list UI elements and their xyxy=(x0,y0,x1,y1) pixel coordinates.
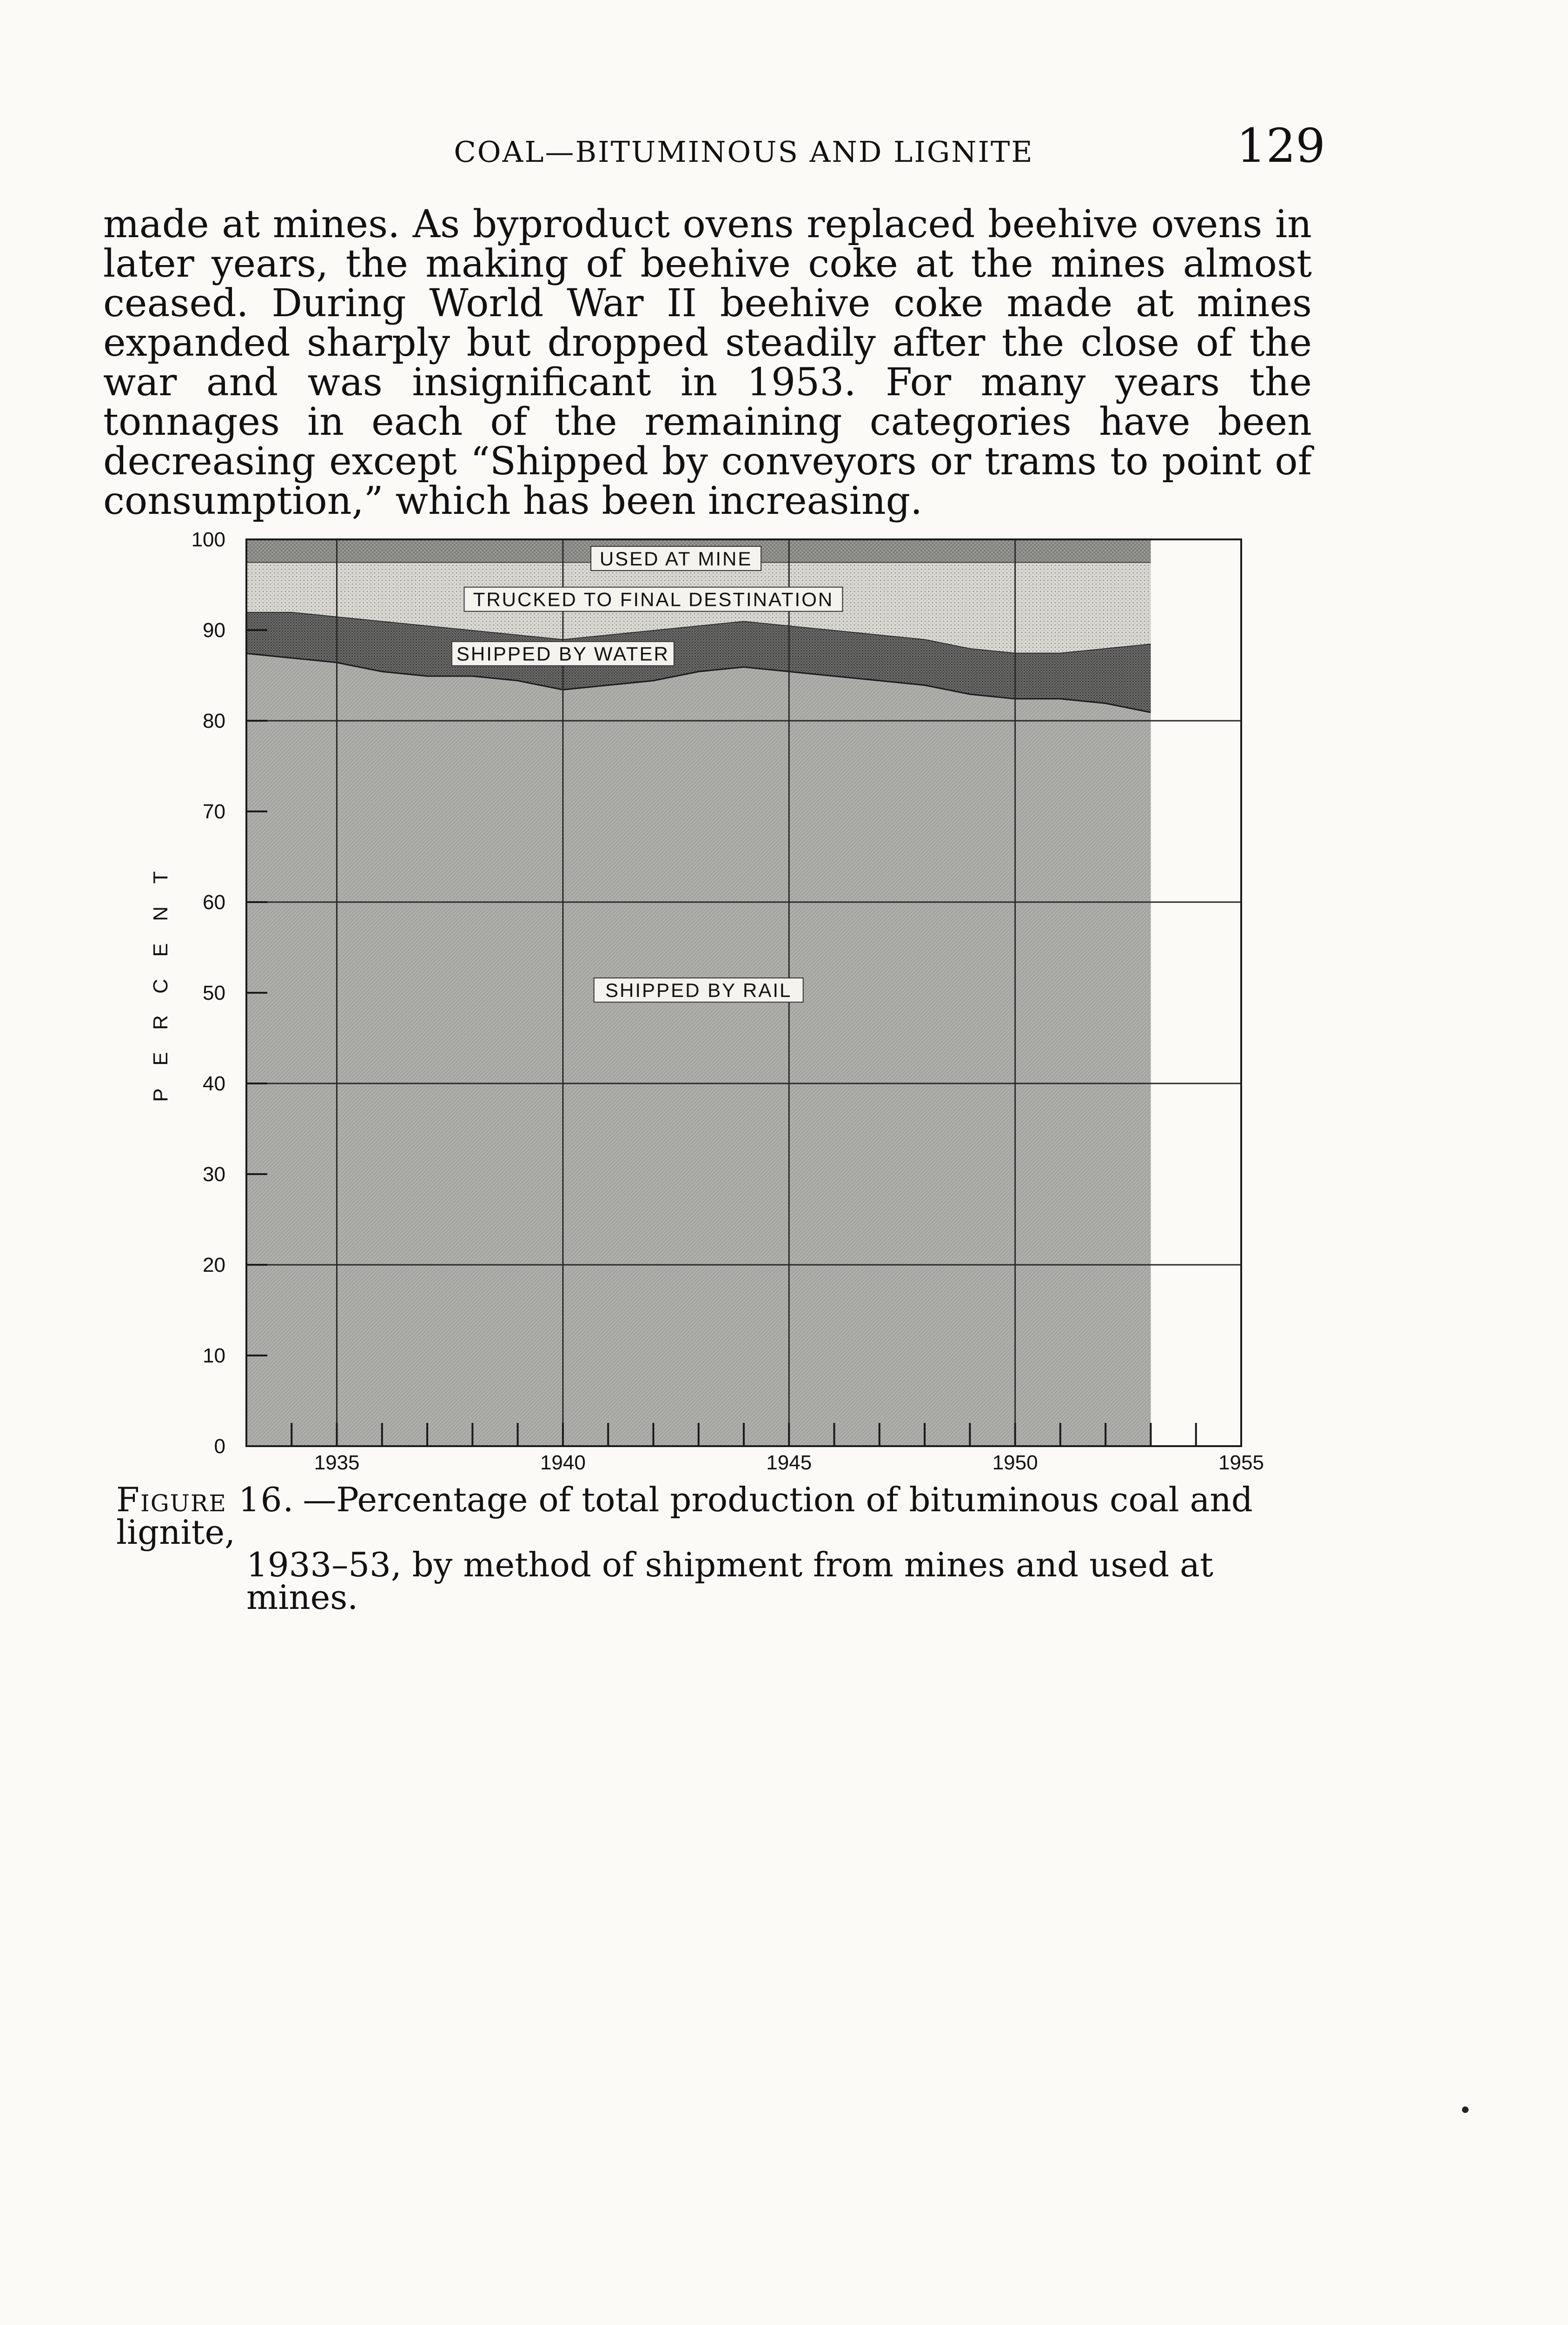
y-tick-label: 20 xyxy=(203,1254,225,1276)
caption-text-line2: 1933–53, by method of shipment from mines and used at mines. xyxy=(246,1545,1213,1617)
y-axis-label-letter: P xyxy=(149,1088,172,1102)
y-axis-label-letter: R xyxy=(149,1015,172,1030)
body-paragraph: made at mines. As byproduct ovens replaced beehive ovens in later years, the making of beehive coke at the mines almost ceased. During World War II beehive coke made at mines expanded sharply but dropped steadily after the close of the war and was insignificant in 1953. For many years the tonnages in each of the remaining categories have been decreasing except “Shipped by conveyors or trams to point of consumption,” which has been increasing. xyxy=(103,202,1312,523)
series-label: SHIPPED BY RAIL xyxy=(605,979,792,1002)
caption-text: —Percentage of total production of bituminous coal and lignite, xyxy=(116,1480,1253,1552)
caption-label: Figure 16. xyxy=(116,1480,295,1519)
y-tick-label: 80 xyxy=(203,710,225,732)
figure-caption xyxy=(116,1480,1325,1617)
y-tick-label: 30 xyxy=(203,1163,225,1186)
y-tick-label: 60 xyxy=(203,891,225,914)
y-tick-label: 50 xyxy=(203,982,225,1004)
y-tick-label: 40 xyxy=(203,1072,225,1095)
y-axis-label xyxy=(149,871,172,1102)
series-label: USED AT MINE xyxy=(599,547,753,570)
x-tick-label: 1945 xyxy=(766,1451,812,1474)
y-axis-label-letter: E xyxy=(149,943,172,957)
figure-16 xyxy=(139,516,1302,1474)
y-tick-label: 100 xyxy=(191,528,225,551)
print-speck xyxy=(1462,2106,1469,2113)
y-tick-label: 90 xyxy=(203,619,225,642)
y-axis-label-letter: C xyxy=(149,979,172,994)
x-tick-label: 1955 xyxy=(1218,1451,1264,1474)
y-tick-label: 70 xyxy=(203,800,225,823)
series-label: TRUCKED TO FINAL DESTINATION xyxy=(473,588,834,611)
y-axis-label-letter: T xyxy=(149,871,172,884)
stacked-area-chart xyxy=(139,516,1302,1474)
y-axis-label-letter: N xyxy=(149,906,172,921)
y-axis-label-letter: E xyxy=(149,1052,172,1066)
x-tick-label: 1935 xyxy=(314,1451,360,1474)
x-tick-label: 1940 xyxy=(540,1451,586,1474)
y-tick-label: 10 xyxy=(203,1344,225,1367)
running-head: COAL—BITUMINOUS AND LIGNITE xyxy=(454,135,1034,169)
x-tick-label: 1950 xyxy=(992,1451,1038,1474)
series-label: SHIPPED BY WATER xyxy=(456,643,669,665)
page-number: 129 xyxy=(1237,119,1325,173)
y-tick-label: 0 xyxy=(214,1435,225,1458)
